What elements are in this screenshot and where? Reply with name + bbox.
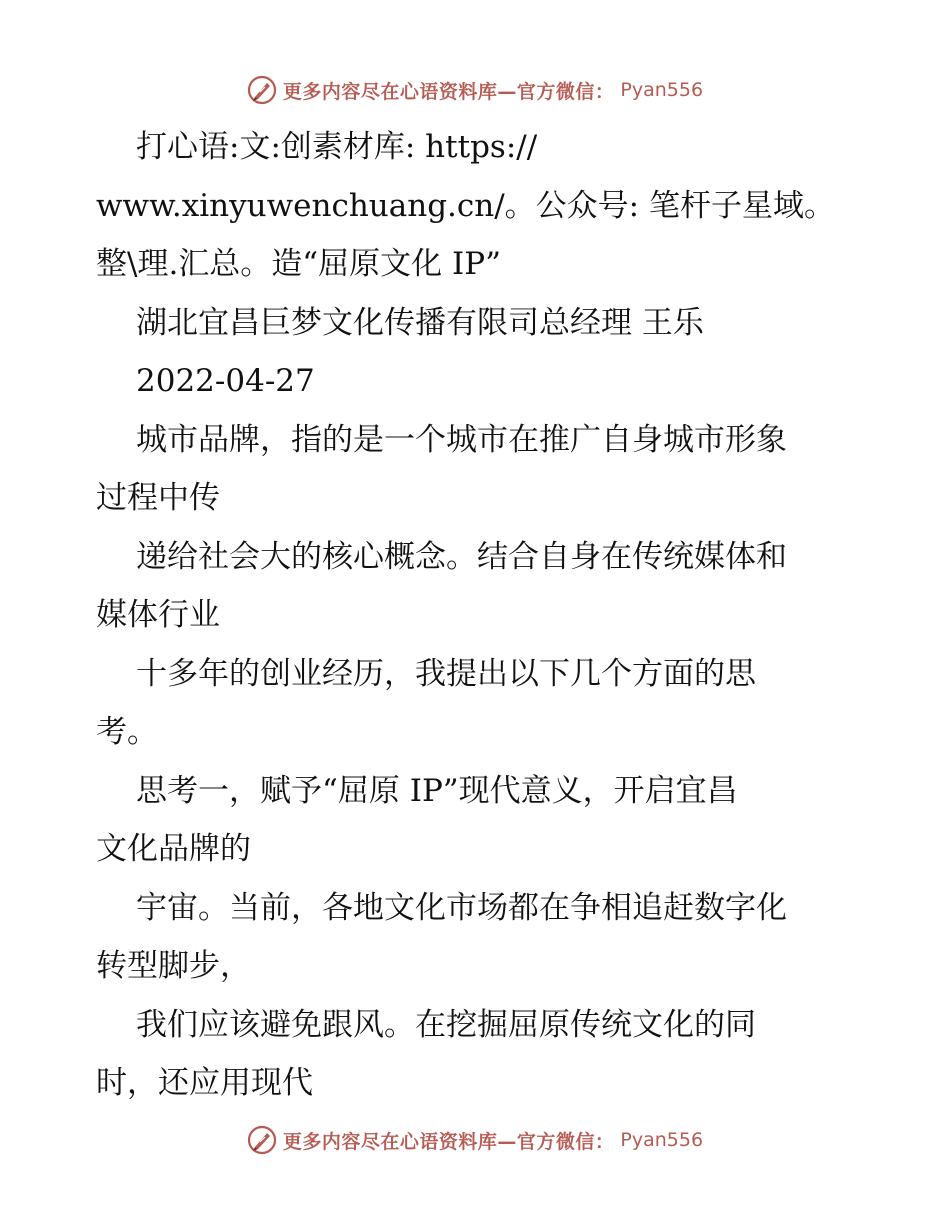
text-line: 整\理.汇总。造“屈原文化 IP” bbox=[96, 246, 501, 282]
quill-pen-icon bbox=[247, 1125, 277, 1155]
text-line: 过程中传 bbox=[96, 480, 220, 516]
text-line: 时，还应用现代 bbox=[96, 1065, 313, 1101]
text-line: 考。 bbox=[96, 714, 158, 750]
text-line: 文化品牌的 bbox=[96, 831, 251, 867]
banner-wechat-id: Pyan556 bbox=[620, 79, 704, 101]
document-body bbox=[96, 118, 856, 1113]
text-line: www.xinyuwenchuang.cn/。公众号: 笔杆子星域。 bbox=[96, 187, 835, 224]
text-line: 递给社会大的核心概念。结合自身在传统媒体和 bbox=[136, 538, 787, 575]
text-line: 宇宙。当前，各地文化市场都在争相追赶数字化 bbox=[136, 889, 787, 926]
text-line: 打心语:文:创素材库: https:// bbox=[136, 129, 538, 165]
text-line: 十多年的创业经历，我提出以下几个方面的思 bbox=[136, 655, 756, 692]
text-line: 转型脚步， bbox=[96, 948, 251, 984]
quill-pen-icon bbox=[247, 75, 277, 105]
banner-text: 更多内容尽在心语资料库—官方微信： bbox=[282, 80, 615, 103]
footer-watermark-banner bbox=[0, 1120, 950, 1160]
banner-text: 更多内容尽在心语资料库—官方微信： bbox=[282, 1130, 615, 1153]
author-line: 湖北宜昌巨梦文化传播有限司总经理 王乐 bbox=[136, 304, 704, 341]
date-line: 2022-04-27 bbox=[136, 363, 315, 399]
header-watermark-banner bbox=[0, 70, 950, 110]
text-line: 思考一，赋予“屈原 IP”现代意义，开启宜昌 bbox=[136, 772, 738, 809]
banner-wechat-id: Pyan556 bbox=[620, 1129, 704, 1151]
text-line: 媒体行业 bbox=[96, 597, 220, 633]
text-line: 城市品牌，指的是一个城市在推广自身城市形象 bbox=[136, 421, 787, 458]
text-line: 我们应该避免跟风。在挖掘屈原传统文化的同 bbox=[136, 1006, 756, 1043]
